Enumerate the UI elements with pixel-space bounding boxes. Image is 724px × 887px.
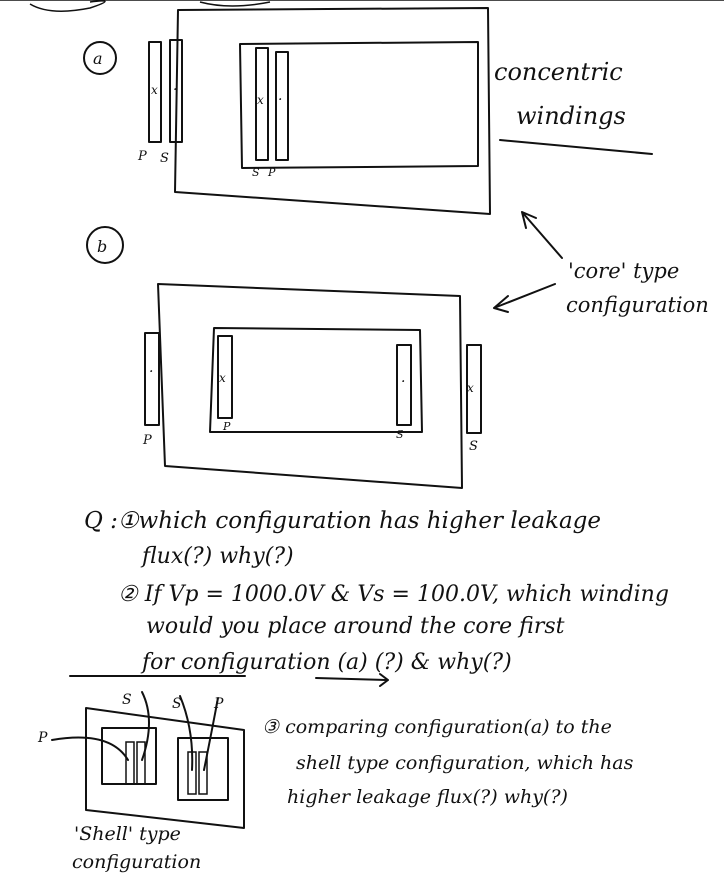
label-a-s: S bbox=[160, 151, 169, 166]
diagram-b bbox=[87, 227, 481, 488]
winding-b-inner-dot: · bbox=[401, 374, 406, 390]
top-blue-mark bbox=[200, 2, 270, 6]
q2-underline-arrow bbox=[316, 674, 388, 686]
shell-window-right bbox=[178, 738, 228, 800]
question-2-line-2: would you place around the core first bbox=[146, 614, 565, 639]
shell-leader-s1 bbox=[142, 692, 149, 760]
arrow-to-a bbox=[522, 212, 562, 258]
shell-label-p2: P bbox=[214, 696, 224, 712]
concentric-line2: windings bbox=[516, 102, 626, 130]
question-2-line-1: ② If Vp = 1000.0V & Vs = 100.0V, which winding bbox=[118, 582, 669, 607]
label-b-s: S bbox=[469, 439, 478, 454]
question-1-line-1: Q :①which configuration has higher leakage bbox=[84, 508, 602, 534]
shell-leader-p bbox=[52, 738, 128, 761]
label-a-p: P bbox=[138, 149, 147, 164]
arrow-to-b bbox=[494, 284, 555, 312]
label-b-inner-s: S bbox=[396, 428, 404, 441]
question-3-line-3: higher leakage flux(?) why(?) bbox=[287, 786, 568, 808]
shell-caption-line1: 'Shell' type bbox=[74, 823, 181, 845]
winding-a-inner-x: x bbox=[257, 93, 264, 107]
core-note bbox=[494, 212, 709, 317]
concentric-note bbox=[494, 58, 652, 154]
winding-a-x-mark: x bbox=[151, 83, 158, 97]
question-2-line-3: for configuration (a) (?) & why(?) bbox=[142, 650, 512, 675]
label-b-p: P bbox=[143, 433, 152, 448]
question-1-line-2: flux(?) why(?) bbox=[142, 544, 294, 569]
concentric-line1: concentric bbox=[494, 58, 623, 86]
shell-winding-1 bbox=[126, 742, 134, 784]
shell-caption-line2: configuration bbox=[72, 851, 202, 873]
winding-b-outer-dot: · bbox=[149, 364, 154, 380]
shell-leader-s2 bbox=[180, 696, 192, 770]
core-note-line2: configuration bbox=[566, 293, 709, 317]
core-note-line1: 'core' type bbox=[568, 259, 680, 283]
core-b-outer bbox=[158, 284, 462, 488]
shell-label-p-left: P bbox=[38, 730, 48, 746]
top-scribble bbox=[30, 1, 105, 11]
winding-b-outer-x: x bbox=[467, 381, 474, 395]
shell-winding-2 bbox=[137, 742, 145, 784]
question-3-line-1: ③ comparing configuration(a) to the bbox=[262, 716, 612, 738]
concentric-underline bbox=[500, 140, 652, 154]
shell-label-s2: S bbox=[172, 696, 182, 712]
core-b-window bbox=[210, 328, 422, 432]
shell-diagram bbox=[37, 676, 245, 873]
core-a-outer bbox=[175, 8, 490, 214]
question-3-line-2: shell type configuration, which has bbox=[296, 752, 634, 774]
winding-b-inner-x: x bbox=[219, 371, 226, 385]
marker-b-text: b bbox=[97, 237, 108, 256]
label-a-inner-s: S bbox=[252, 166, 260, 179]
winding-a-dot-mark: · bbox=[173, 82, 178, 98]
marker-a-text: a bbox=[93, 49, 103, 68]
label-a-inner-p: P bbox=[268, 166, 276, 179]
winding-a-inner-dot: · bbox=[278, 92, 283, 108]
label-b-inner-p: P bbox=[223, 420, 231, 433]
shell-label-s1: S bbox=[122, 692, 132, 708]
shell-core-outer bbox=[86, 708, 244, 828]
diagram-a bbox=[84, 8, 490, 214]
